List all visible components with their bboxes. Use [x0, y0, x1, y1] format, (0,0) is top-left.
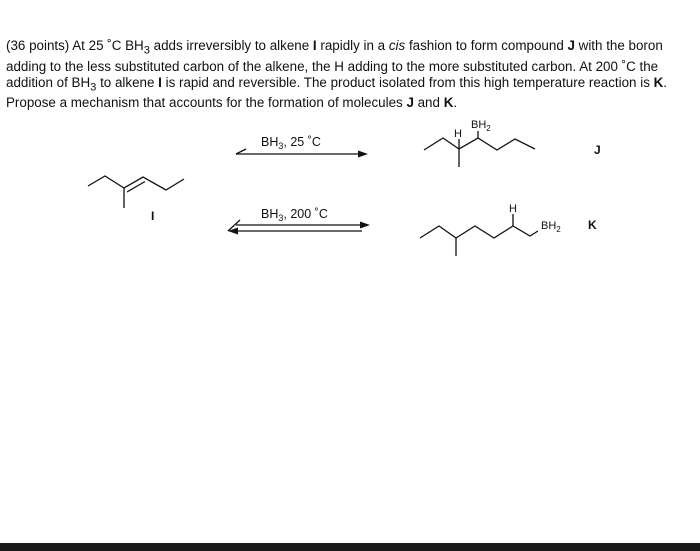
product-j-label: J	[594, 143, 601, 157]
bottom-bar	[0, 543, 700, 551]
reagent-top: $BH_3$, 25 ˚C	[261, 135, 321, 151]
compound-j-ref: J	[567, 38, 575, 53]
j-hydrogen: H	[454, 128, 462, 140]
points-label: (36 points)	[6, 38, 70, 53]
alkene-i-label: I	[151, 209, 155, 223]
j-bh2: $BH_2$	[471, 119, 491, 133]
alkene-ref: I	[312, 38, 317, 53]
reagent-bottom: $BH_3$, 200 ˚C	[261, 207, 328, 223]
forward-arrow	[236, 149, 368, 158]
equilibrium-arrow	[228, 220, 370, 235]
k-bh2: $BH_2$	[541, 220, 561, 234]
product-j-structure	[424, 131, 535, 167]
compound-j-ref: J	[406, 95, 414, 111]
compound-k-ref: K	[443, 95, 454, 111]
product-k-label: K	[588, 218, 597, 232]
compound-k-ref: K	[653, 74, 664, 90]
alkene-i-structure	[88, 176, 184, 208]
problem-statement: (36 points) At 25 ˚C $BH_3$ adds irreversibly to alkene I rapidly in a cis fashion to form compound J with the boron adding to the less substituted carbon of the alkene, the H adding to the more substituted carbon. At 200 ˚C the addition of $BH_3$ to alkene I is rapid and reversible. The product isolated from this high temperature reaction is K. Propose a mechanism that accounts for the formation of molecules J and K.	[6, 38, 668, 111]
k-hydrogen: H	[509, 203, 517, 215]
cis-word: cis	[388, 38, 406, 53]
product-k-structure	[420, 214, 538, 256]
alkene-ref: I	[158, 74, 162, 90]
